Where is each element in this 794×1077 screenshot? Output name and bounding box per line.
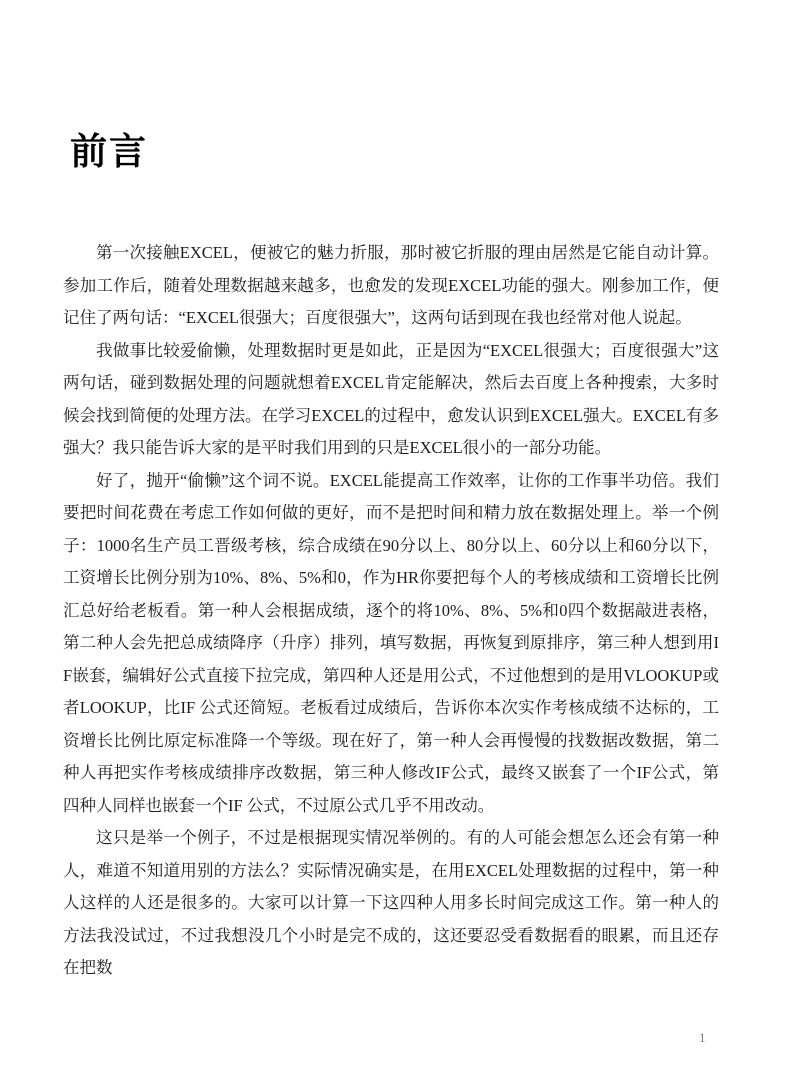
page-title: 前言 (70, 131, 148, 172)
preface-paragraph: 第一次接触EXCEL，便被它的魅力折服，那时被它折服的理由居然是它能自动计算。参加工作后，随着处理数据越来越多，也愈发的发现EXCEL功能的强大。刚参加工作，便记住了两句话：“EXCEL很强大；百度很强大”，这两句话到现在我也经常对他人说起。 (63, 243, 719, 327)
page-number: 1 (699, 1030, 706, 1045)
preface-paragraph: 这只是举一个例子，不过是根据现实情况举例的。有的人可能会想怎么还会有第一种人，难道不知道用别的方法么？实际情况确实是，在用EXCEL处理数据的过程中，第一种人这样的人还是很多的。大家可以计算一下这四种人用多长时间完成这工作。第一种人的方法我没试过，不过我想没几个小时是完不成的，这还要忍受看数据看的眼累，而且还存在把数 (63, 828, 719, 977)
document-body (63, 237, 719, 985)
preface-paragraph: 好了，抛开“偷懒”这个词不说。EXCEL能提高工作效率，让你的工作事半功倍。我们要把时间花费在考虑工作如何做的更好，而不是把时间和精力放在数据处理上。举一个例子：1000名生产员工晋级考核，综合成绩在90分以上、80分以上、60分以上和60分以下，工资增长比例分别为10%、8%、5%和0，作为HR你要把每个人的考核成绩和工资增长比例汇总好给老板看。第一种人会根据成绩，逐个的将10%、8%、5%和0四个数据敲进表格，第二种人会先把总成绩降序（升序）排列，填写数据，再恢复到原排序，第三种人想到用IF嵌套，编辑好公式直接下拉完成，第四种人还是用公式，不过他想到的是用VLOOKUP或者LOOKUP，比IF 公式还简短。老板看过成绩后，告诉你本次实作考核成绩不达标的，工资增长比例比原定标准降一个等级。现在好了，第一种人会再慢慢的找数据改数据，第二种人再把实作考核成绩排序改数据，第三种人修改IF公式，最终又嵌套了一个IF公式，第四种人同样也嵌套一个IF 公式，不过原公式几乎不用改动。 (63, 470, 719, 815)
preface-paragraph: 我做事比较爱偷懒，处理数据时更是如此，正是因为“EXCEL很强大；百度很强大”这两句话，碰到数据处理的问题就想着EXCEL肯定能解决，然后去百度上各种搜索，大多时候会找到简便的处理方法。在学习EXCEL的过程中，愈发认识到EXCEL强大。EXCEL有多强大？我只能告诉大家的是平时我们用到的只是EXCEL很小的一部分功能。 (63, 340, 719, 457)
